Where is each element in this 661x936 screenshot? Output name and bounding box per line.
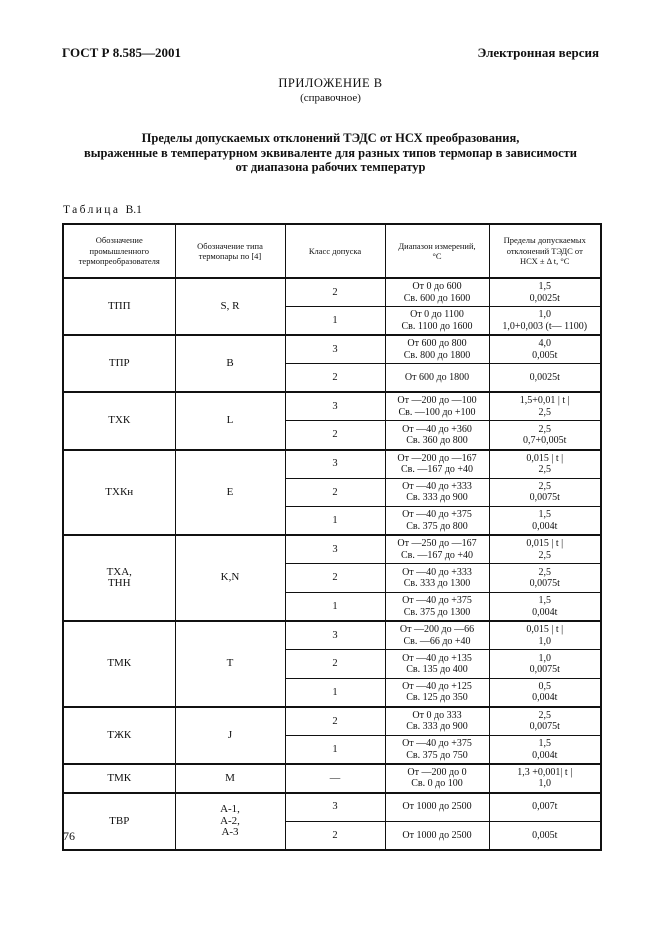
measurement-range-cell: [385, 764, 489, 793]
table-row: [63, 764, 601, 793]
tolerance-class-cell: 1: [285, 307, 385, 336]
measurement-range-cell: [385, 736, 489, 765]
cell-line: 0,015 | t |: [526, 624, 564, 636]
thermocouple-type-cell: [175, 535, 285, 621]
measurement-range-cell: [385, 364, 489, 393]
cell-line: 2,5: [538, 480, 551, 492]
tolerance-limit-cell: [489, 421, 601, 450]
cell-line: промышленного: [89, 245, 149, 256]
measurement-range-cell: [385, 793, 489, 822]
cell-line: 1,0: [538, 309, 551, 321]
cell-line: ТПР: [108, 357, 130, 370]
cell-line: 1,0: [538, 652, 551, 664]
measurement-range-cell: [385, 821, 489, 850]
cell-line: 1,3 +0,001| t |: [517, 766, 573, 778]
table-header-row: [63, 224, 601, 278]
cell-line: Св. 375 до 800: [406, 520, 468, 532]
cell-line: ТМК: [107, 771, 132, 784]
cell-line: От 0 до 333: [412, 709, 462, 721]
cell-line: 2,5: [538, 549, 551, 561]
cell-line: Св. 375 до 1300: [403, 606, 471, 618]
tolerance-class-cell: 2: [285, 478, 385, 507]
thermocouple-type-cell: [175, 392, 285, 449]
table-caption-word: Таблица: [63, 204, 121, 216]
cell-line: 0,0075t: [529, 492, 560, 504]
tolerance-class-cell: 2: [285, 278, 385, 307]
cell-line: От —200 до —100: [397, 395, 477, 407]
cell-line: 0,015 | t |: [526, 538, 564, 550]
cell-line: Св. —167 до +40: [400, 464, 474, 476]
tolerance-limit-cell: [489, 678, 601, 707]
cell-line: От —40 до +375: [402, 509, 472, 521]
measurement-range-cell: [385, 392, 489, 421]
designation-cell: [63, 707, 175, 764]
cell-line: НСХ ± Δ t, °С: [520, 256, 570, 267]
cell-line: Св. 600 до 1600: [403, 292, 471, 304]
cell-line: Св. 0 до 100: [411, 778, 463, 790]
tolerance-class-cell: 3: [285, 450, 385, 479]
cell-line: ТМК: [107, 657, 132, 670]
cell-line: От 600 до 800: [407, 338, 467, 350]
measurement-range-cell: [385, 621, 489, 650]
cell-line: 1,5: [538, 509, 551, 521]
measurement-range-cell: [385, 507, 489, 536]
cell-line: E: [226, 485, 234, 498]
cell-line: От —250 до —167: [397, 538, 477, 550]
measurement-range-cell: [385, 335, 489, 364]
tolerance-class-cell: 3: [285, 535, 385, 564]
cell-line: От —200 до —167: [397, 452, 477, 464]
thermocouple-type-cell: [175, 707, 285, 764]
cell-line: 0,004t: [532, 520, 558, 532]
cell-line: термопреобразователя: [78, 256, 160, 267]
tolerance-class-cell: 2: [285, 650, 385, 679]
designation-cell: [63, 535, 175, 621]
cell-line: 0,004t: [532, 606, 558, 618]
cell-line: S, R: [220, 299, 240, 312]
tolerance-class-cell: 2: [285, 421, 385, 450]
cell-line: 0,004t: [532, 749, 558, 761]
measurement-range-cell: [385, 535, 489, 564]
cell-line: 2,5: [538, 406, 551, 418]
table-row: [63, 707, 601, 736]
tolerance-class-cell: 2: [285, 564, 385, 593]
cell-line: ТНН: [107, 577, 131, 590]
measurement-range-cell: [385, 450, 489, 479]
measurement-range-cell: [385, 593, 489, 622]
cell-line: Обозначение: [95, 235, 143, 246]
cell-line: T: [226, 657, 234, 670]
header-thermocouple-type: [175, 224, 285, 278]
thermocouple-type-cell: [175, 450, 285, 536]
tolerance-class-cell: 3: [285, 392, 385, 421]
cell-line: Св. 333 до 900: [406, 721, 468, 733]
thermocouple-type-cell: [175, 764, 285, 793]
cell-line: Обозначение типа: [197, 240, 263, 251]
cell-line: 1,5: [538, 595, 551, 607]
cell-line: А-2,: [220, 814, 240, 827]
cell-line: 0,0025t: [529, 292, 560, 304]
cell-line: 0,005t: [532, 349, 558, 361]
section-title-line: выраженные в температурном эквиваленте для разных типов термопар в зависимости: [83, 145, 578, 160]
tolerance-class-cell: 1: [285, 507, 385, 536]
cell-line: ТЖК: [107, 728, 132, 741]
tolerance-limit-cell: [489, 821, 601, 850]
tolerance-class-cell: 1: [285, 678, 385, 707]
cell-line: Св. 135 до 400: [406, 664, 468, 676]
cell-line: ТХКн: [105, 485, 134, 498]
tolerance-class-cell: 1: [285, 593, 385, 622]
tolerance-class-cell: 3: [285, 793, 385, 822]
tolerance-limit-cell: [489, 478, 601, 507]
measurement-range-cell: [385, 707, 489, 736]
table-row: [63, 335, 601, 364]
cell-line: 0,0075t: [529, 578, 560, 590]
cell-line: А-3: [221, 826, 239, 839]
cell-line: термопары по [4]: [198, 251, 262, 261]
cell-line: 1,0+0,003 (t— 1100): [502, 320, 588, 332]
measurement-range-cell: [385, 278, 489, 307]
designation-cell: [63, 335, 175, 392]
cell-line: Св. 800 до 1800: [403, 349, 471, 361]
thermocouple-type-cell: [175, 621, 285, 707]
header-tolerance-limits: [489, 224, 601, 278]
cell-line: Св. —167 до +40: [400, 549, 474, 561]
tolerance-limit-cell: [489, 535, 601, 564]
tolerance-limit-cell: [489, 793, 601, 822]
cell-line: 1,0: [538, 635, 551, 647]
cell-line: L: [226, 414, 234, 427]
measurement-range-cell: [385, 650, 489, 679]
table-row: [63, 793, 601, 822]
tolerance-limit-cell: [489, 307, 601, 336]
cell-line: От —200 до 0: [407, 766, 467, 778]
cell-line: ТХА,: [106, 565, 132, 578]
page-number: 76: [63, 829, 75, 843]
cell-line: ТХК: [108, 414, 131, 427]
header-designation: [63, 224, 175, 278]
table-row: [63, 450, 601, 479]
appendix-note: (справочное): [300, 92, 361, 104]
table-row: [63, 392, 601, 421]
cell-line: От 0 до 1100: [410, 309, 464, 321]
designation-cell: [63, 392, 175, 449]
cell-line: Св. 1100 до 1600: [401, 320, 473, 332]
tolerance-limit-cell: [489, 593, 601, 622]
cell-line: 4,0: [538, 338, 551, 350]
section-title: [80, 131, 581, 175]
cell-line: ТПП: [107, 299, 131, 312]
designation-cell: [63, 278, 175, 335]
tolerance-limit-cell: [489, 650, 601, 679]
measurement-range-cell: [385, 678, 489, 707]
cell-line: M: [225, 771, 235, 784]
cell-line: Пределы допускаемых: [503, 235, 586, 246]
cell-line: От —40 до +135: [402, 652, 472, 664]
tolerance-class-cell: 1: [285, 736, 385, 765]
cell-line: 0,004t: [532, 692, 558, 704]
table-row: [63, 535, 601, 564]
cell-line: K,N: [220, 571, 240, 584]
tolerance-class-cell: 2: [285, 821, 385, 850]
tolerance-limit-cell: [489, 707, 601, 736]
cell-line: 1,0: [538, 778, 551, 790]
designation-cell: [63, 450, 175, 536]
cell-line: От 1000 до 2500: [402, 829, 472, 841]
cell-line: 0,0025t: [529, 372, 560, 384]
designation-cell: [63, 621, 175, 707]
tolerance-limit-cell: [489, 736, 601, 765]
cell-line: Св. —66 до +40: [403, 635, 471, 647]
cell-line: J: [227, 728, 233, 741]
cell-line: Диапазон измерений,: [398, 240, 476, 251]
cell-line: 1,5+0,01 | t |: [519, 395, 570, 407]
cell-line: Св. 333 до 900: [406, 492, 468, 504]
tolerance-limit-cell: [489, 507, 601, 536]
tolerance-limit-cell: [489, 364, 601, 393]
cell-line: Св. 333 до 1300: [403, 578, 471, 590]
tolerance-limit-cell: [489, 335, 601, 364]
cell-line: А-1,: [220, 803, 240, 816]
cell-line: 2,5: [538, 566, 551, 578]
cell-line: 2,5: [538, 423, 551, 435]
designation-cell: [63, 793, 175, 850]
cell-line: Св. 360 до 800: [406, 435, 468, 447]
table-caption-number: В.1: [125, 204, 142, 216]
edition-label: Электронная версия: [477, 45, 599, 60]
tolerance-class-cell: 3: [285, 335, 385, 364]
measurement-range-cell: [385, 564, 489, 593]
cell-line: От —40 до +360: [402, 423, 472, 435]
cell-line: От 0 до 600: [412, 281, 462, 293]
table-caption: [63, 204, 142, 216]
measurement-range-cell: [385, 478, 489, 507]
header-measurement-range: [385, 224, 489, 278]
tolerance-limit-cell: [489, 392, 601, 421]
cell-line: 2,5: [538, 709, 551, 721]
cell-line: 1,5: [538, 281, 551, 293]
cell-line: От —40 до +375: [402, 595, 472, 607]
cell-line: Класс допуска: [308, 245, 362, 256]
cell-line: От —40 до +333: [402, 566, 472, 578]
measurement-range-cell: [385, 307, 489, 336]
tolerance-class-cell: —: [285, 764, 385, 793]
cell-line: От —200 до —66: [399, 624, 475, 636]
thermocouple-type-cell: [175, 335, 285, 392]
cell-line: От —40 до +333: [402, 480, 472, 492]
cell-line: 0,007t: [532, 801, 558, 813]
table-row: [63, 621, 601, 650]
cell-line: 0,5: [538, 680, 551, 692]
thermocouple-type-cell: [175, 278, 285, 335]
cell-line: От —40 до +375: [402, 738, 472, 750]
cell-line: °С: [432, 251, 442, 261]
cell-line: ТВР: [109, 814, 130, 827]
cell-line: отклонений ТЭДС от: [506, 245, 583, 256]
section-title-line: от диапазона рабочих температур: [235, 160, 426, 174]
cell-line: 0,0075t: [529, 721, 560, 733]
cell-line: 1,5: [538, 738, 551, 750]
tolerance-limit-cell: [489, 764, 601, 793]
document-standard-id: ГОСТ Р 8.585—2001: [62, 45, 181, 60]
designation-cell: [63, 764, 175, 793]
measurement-range-cell: [385, 421, 489, 450]
tolerance-class-cell: 2: [285, 707, 385, 736]
cell-line: 2,5: [538, 464, 551, 476]
cell-line: От 600 до 1800: [404, 372, 470, 384]
appendix-title: ПРИЛОЖЕНИЕ В: [278, 76, 383, 90]
cell-line: Св. 375 до 750: [406, 749, 468, 761]
thermocouple-type-cell: [175, 793, 285, 850]
tolerance-table: [62, 223, 602, 851]
tolerance-class-cell: 2: [285, 364, 385, 393]
tolerance-limit-cell: [489, 564, 601, 593]
header-tolerance-class: [285, 224, 385, 278]
cell-line: 0,7+0,005t: [523, 435, 567, 447]
table-row: [63, 278, 601, 307]
section-title-line: Пределы допускаемых отклонений ТЭДС от НСХ преобразования,: [141, 131, 520, 145]
tolerance-limit-cell: [489, 621, 601, 650]
cell-line: 0,005t: [532, 829, 558, 841]
cell-line: 0,015 | t |: [526, 452, 564, 464]
cell-line: От —40 до +125: [402, 680, 472, 692]
cell-line: От 1000 до 2500: [402, 801, 472, 813]
tolerance-limit-cell: [489, 450, 601, 479]
cell-line: Св. 125 до 350: [406, 692, 468, 704]
cell-line: 0,0075t: [529, 664, 560, 676]
tolerance-class-cell: 3: [285, 621, 385, 650]
cell-line: B: [226, 357, 234, 370]
tolerance-limit-cell: [489, 278, 601, 307]
cell-line: Св. —100 до +100: [398, 406, 476, 418]
table-body: [63, 278, 601, 850]
